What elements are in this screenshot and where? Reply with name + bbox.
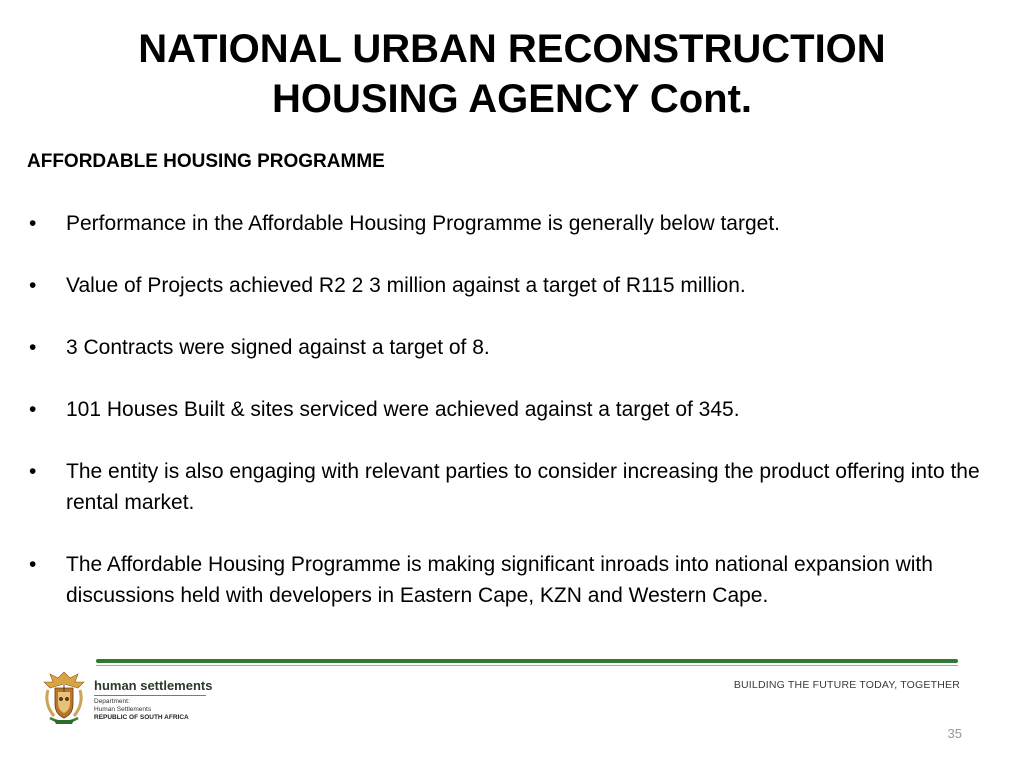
bullet-item (27, 208, 987, 239)
bullet-text: 3 Contracts were signed against a target of 8. (66, 336, 490, 359)
bullet-item (27, 270, 987, 301)
department-label: Department: (94, 698, 130, 705)
bullet-marker: • (29, 274, 37, 297)
bullet-item (27, 394, 987, 425)
bullet-item (27, 456, 987, 518)
bullet-marker: • (29, 398, 37, 421)
slide-title-line-2: HOUSING AGENCY Cont. (271, 77, 753, 121)
footer-divider-accent (96, 665, 958, 666)
bullet-item (27, 549, 987, 611)
bullet-text: 101 Houses Built & sites serviced were achieved against a target of 345. (66, 398, 740, 421)
department-logo (94, 678, 212, 722)
bullet-text: The entity is also engaging with relevant parties to consider increasing the product offering into the rental market. (66, 460, 980, 514)
slide-title-line-1: NATIONAL URBAN RECONSTRUCTION (138, 27, 886, 71)
bullet-marker: • (29, 212, 37, 235)
department-rule (94, 695, 206, 696)
page-number: 35 (947, 726, 962, 741)
department-full-name: Human Settlements (94, 706, 152, 713)
section-heading: AFFORDABLE HOUSING PROGRAMME (27, 151, 385, 172)
bullet-text: The Affordable Housing Programme is making significant inroads into national expansion with discussions held with developers in Eastern Cape, KZN and Western Cape. (66, 553, 933, 607)
bullet-marker: • (29, 336, 37, 359)
coat-of-arms-icon (40, 668, 88, 726)
bullet-list (27, 208, 987, 642)
bullet-item (27, 332, 987, 363)
bullet-text: Performance in the Affordable Housing Programme is generally below target. (66, 212, 780, 235)
slide-title (40, 24, 984, 124)
footer-tagline: BUILDING THE FUTURE TODAY, TOGETHER (733, 679, 960, 691)
bullet-marker: • (29, 460, 37, 483)
country-name: REPUBLIC OF SOUTH AFRICA (94, 714, 189, 721)
department-name: human settlements (94, 678, 213, 693)
footer-divider (96, 659, 958, 663)
bullet-text: Value of Projects achieved R2 2 3 million against a target of R115 million. (66, 274, 746, 297)
bullet-marker: • (29, 553, 37, 576)
